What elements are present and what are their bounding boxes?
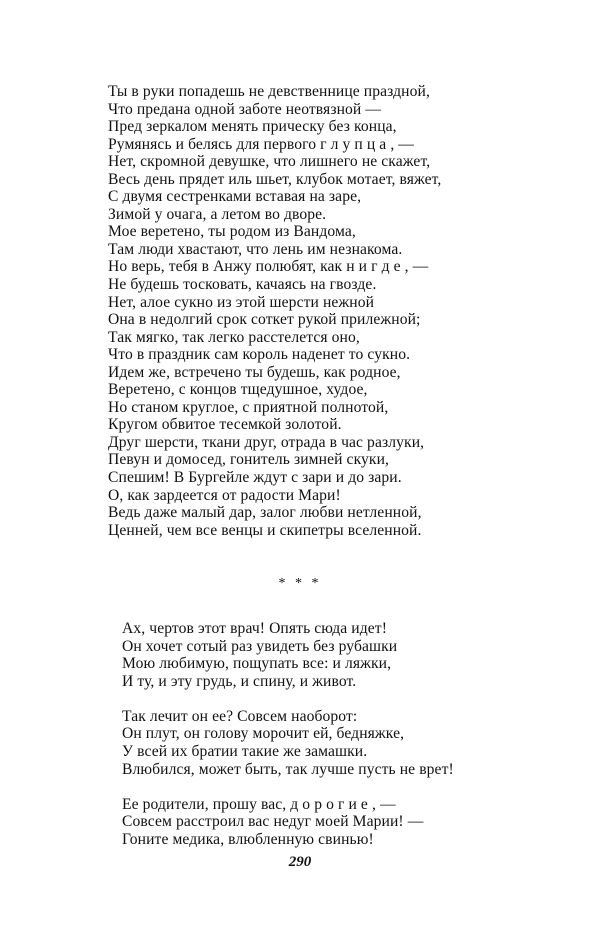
verse-line: С двумя сестренками вставая на заре, — [108, 188, 362, 206]
verse-line: Он хочет сотый раз увидеть без рубашки — [122, 637, 398, 655]
verse-line: Зимой у очага, а летом во дворе. — [108, 205, 327, 223]
verse-line: О, как зардеется от радости Мари! — [108, 486, 341, 504]
verse-line: Ты в руки попадешь не девственнице праздной, — [108, 83, 430, 100]
verse-line: Но верь, тебя в Анжу полюбят, как н и г д е , — — [108, 258, 429, 276]
poem-spindle — [108, 83, 441, 539]
verse-line: Веретено, с концов тщедушное, худое, — [108, 381, 368, 399]
verse-line: Она в недолгий срок соткет рукой прилежной; — [108, 311, 421, 329]
verse-line: Нет, скромной девушке, что лишнего не скажет, — [108, 153, 431, 171]
verse-line: Румянясь и белясь для первого г л у п ц а , — — [108, 135, 415, 153]
verse-line: Пред зеркалом менять прическу без конца, — [108, 118, 397, 136]
verse-line: Не будешь тосковать, качаясь на гвозде. — [108, 276, 377, 294]
verse-line: Он плут, он голову морочит ей, бедняжке, — [122, 725, 405, 743]
verse-line: Гоните медика, влюбленную свинью! — [122, 830, 374, 848]
verse-line: Ценней, чем все венцы и скипетры вселенной. — [108, 521, 422, 539]
verse-line: Мою любимую, пощупать все: и ляжки, — [122, 655, 392, 673]
page-number: 290 — [288, 854, 312, 870]
verse-line: Друг шерсти, ткани друг, отрада в час разлуки, — [108, 433, 425, 451]
verse-line: У всей их братии такие же замашки. — [122, 742, 368, 760]
verse-line: Так лечит он ее? Совсем наоборот: — [122, 707, 358, 725]
verse-line: Спешим! В Бургейле ждут с зари и до зари. — [108, 469, 402, 487]
verse-line: Ведь даже малый дар, залог любви нетленной, — [108, 504, 422, 522]
verse-line: Певун и домосед, гонитель зимней скуки, — [108, 451, 390, 469]
verse-line: Мое веретено, ты родом из Вандома, — [108, 223, 356, 241]
stanza-break — [122, 778, 454, 796]
verse-line: Ее родители, прошу вас, д о р о г и е , — — [122, 795, 396, 813]
verse-line: Но станом круглое, с приятной полнотой, — [108, 398, 389, 416]
section-separator: * * * — [278, 576, 322, 591]
verse-line: Нет, алое сукно из этой шерсти нежной — [108, 293, 375, 311]
verse-line: Ах, чертов этот врач! Опять сюда идет! — [122, 620, 388, 637]
verse-line: Кругом обвитое тесемкой золотой. — [108, 416, 342, 434]
verse-line: Совсем расстроил вас недуг моей Марии! — — [122, 813, 424, 831]
verse-line: Так мягко, так легко расстелется оно, — [108, 328, 360, 346]
verse-line: И ту, и эту грудь, и спину, и живот. — [122, 672, 357, 690]
verse-line: Там люди хвастают, что лень им незнакома. — [108, 240, 403, 258]
verse-line: Идем же, встречено ты будешь, как родное, — [108, 363, 401, 381]
stanza-break — [122, 690, 454, 708]
verse-line: Весь день прядет иль шьет, клубок мотает, вяжет, — [108, 170, 442, 188]
verse-line: Влюбился, может быть, так лучше пусть не врет! — [122, 760, 454, 778]
verse-line: Что в праздник сам король наденет то сукно. — [108, 346, 411, 364]
verse-line: Что предана одной заботе неотвязной — — [108, 100, 382, 118]
poem-doctor — [122, 620, 454, 848]
